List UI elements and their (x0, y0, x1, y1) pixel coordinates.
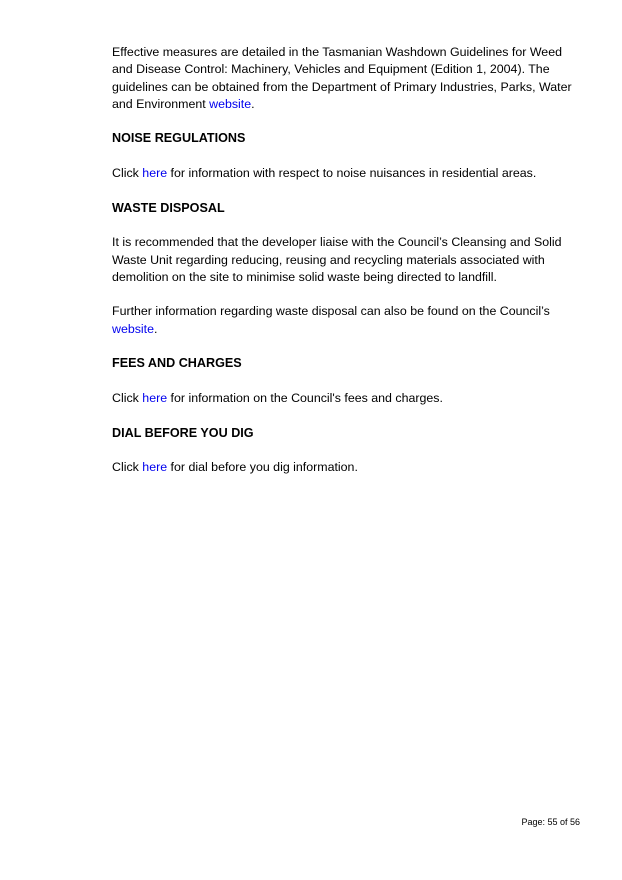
waste-paragraph-2 (112, 303, 574, 338)
noise-paragraph (112, 165, 574, 182)
waste-paragraph-1: It is recommended that the developer liaise with the Council’s Cleansing and Solid Waste Unit regarding reducing, reusing and recycling materials associated with demolition on the site to minimise solid waste being directed to landfill. (112, 235, 562, 284)
waste-disposal-heading: WASTE DISPOSAL (112, 200, 225, 215)
fees-and-charges-heading: FEES AND CHARGES (112, 356, 242, 371)
intro-tail: . (251, 96, 255, 111)
dial-before-you-dig-heading: DIAL BEFORE YOU DIG (112, 425, 254, 440)
fees-paragraph (112, 390, 574, 407)
document-body (112, 44, 574, 494)
noise-lead: Click (112, 166, 143, 181)
dial-tail: for dial before you dig information. (167, 460, 358, 475)
dpipwe-website-link[interactable]: website (209, 96, 252, 111)
fees-tail: for information on the Council's fees and charges. (167, 390, 443, 405)
page-number: Page: 55 of 56 (521, 817, 580, 827)
dial-paragraph (112, 459, 574, 476)
fees-lead: Click (112, 390, 143, 405)
intro-paragraph (112, 44, 574, 113)
intro-text: Effective measures are detailed in the Tasmanian Washdown Guidelines for Weed and Disease Control: Machinery, Vehicles and Equipment (Edition 1, 2004). The guidelines can be obtained from the Department of Primary Industries, Parks, Water and Environment (112, 45, 572, 111)
waste-para2-text: Further information regarding waste disposal can also be found on the Council’s (112, 304, 550, 319)
noise-tail: for information with respect to noise nuisances in residential areas. (167, 166, 537, 181)
fees-here-link[interactable]: here (142, 390, 168, 405)
council-website-link[interactable]: website (112, 321, 155, 336)
noise-regulations-heading: NOISE REGULATIONS (112, 131, 246, 146)
dial-lead: Click (112, 460, 143, 475)
noise-here-link[interactable]: here (142, 166, 168, 181)
dial-here-link[interactable]: here (142, 460, 168, 475)
waste-para2-tail: . (154, 321, 158, 336)
